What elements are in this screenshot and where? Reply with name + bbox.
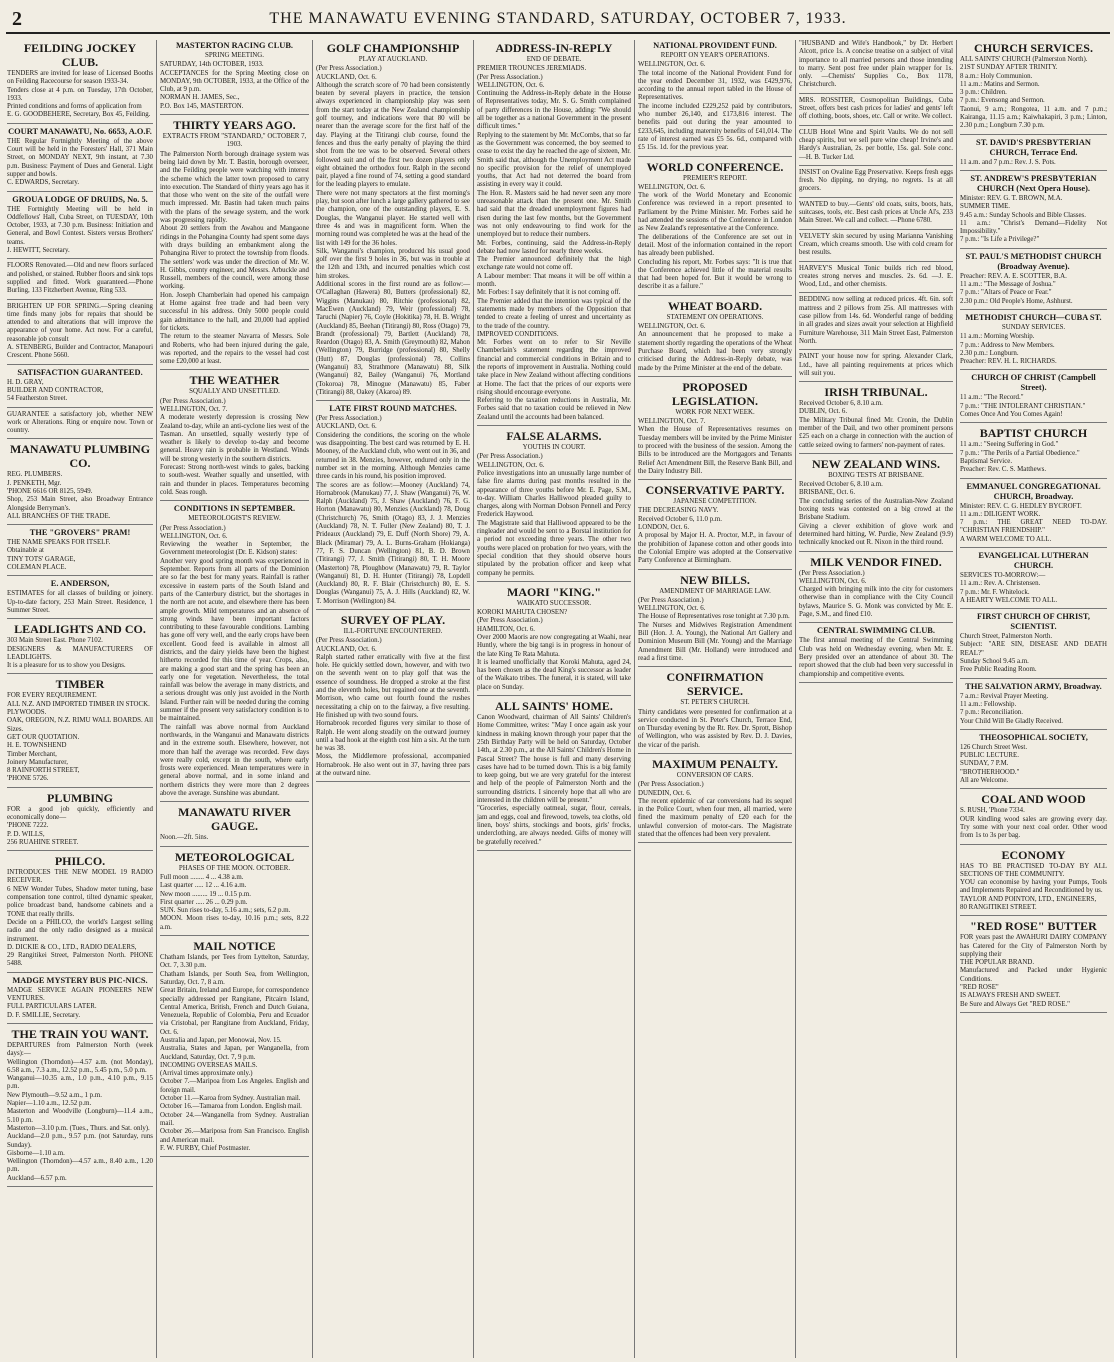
article-block (638, 160, 792, 296)
article-subheading: SUNDAY SERVICES. (1001, 323, 1066, 331)
article-block (7, 41, 153, 124)
article-body: MADGE SERVICE AGAIN PIONEERS NEW VENTURES. FULL PARTICULARS LATER. D. F. SMILLIE, Secretary. (7, 986, 153, 1019)
article-subheading: REPORT ON YEAR'S OPERATIONS. (660, 52, 770, 59)
article-body: (Per Press Association.) WELLINGTON, Oct. 6. The House of Representatives rose tonight at 7.30 p.m. The Nurses and Midwives Registration Amendment Bill (Hon. J. A. Young), the National Art Gallery and Dominion Museum Bill (Mr. Young) and the Marriage Amendment Bill (Mr. Holland) were introduced and read a first time. (638, 596, 792, 662)
article-subheading: AMENDMENT OF MARRIAGE LAW. (659, 587, 771, 595)
article-block (799, 626, 953, 682)
article-headline: LATE FIRST ROUND MATCHES. (329, 404, 457, 414)
column-church-services (956, 40, 1110, 1358)
article-body: "HUSBAND and Wife's Handbook," by Dr. Herbert Alcott, price 1s. A concise treatise on a subject of vital importance to all married persons and those intending to marry. Sent post free under plain wrapper for 1s. only. —Chemists' Supplies Co., Box 1178, Christchurch. (799, 40, 953, 89)
article-body: 11 a.m. and 7 p.m.: Rev. J. S. Pots. (960, 158, 1056, 166)
article-block (799, 265, 953, 294)
article-headline: MASTERTON RACING CLUB. (175, 41, 294, 50)
article-block (960, 733, 1107, 789)
article-block (477, 585, 631, 696)
article-block (160, 41, 309, 115)
article-headline: FIRST CHURCH OF CHRIST, SCIENTIST. (977, 612, 1090, 632)
article-body: 126 Church Street West. PUBLIC LECTURE. SUNDAY, 7 P.M. "BROTHERHOOD." All are Welcome. (960, 743, 1028, 785)
article-headline: CONFIRMATION SERVICE. (666, 670, 764, 699)
article-body: S. RUSH, 'Phone 7334. OUR kindling wood sales are growing every day. Try some with your next coal order. Other wood from 1s to 3s per bag. (960, 807, 1107, 840)
article-headline: ALL SAINTS' HOME. (495, 699, 613, 714)
article-body: WELLINGTON, Oct. 6. The work of the World Monetary and Economic Conference was reviewed in a report presented to Parliament by the Prime Minister. Mr. Forbes said he had attended the sessions of the Conference in London as New Zealand's representative at the Conference. The deliberations of the Conference are set out in detail. Most of the information contained in the report has already been published. Concluding his report, Mr. Forbes says: "It is true that the Conference achieved little of the material results that had been hoped for. But it would be wrong to describe it as a failure." (638, 183, 792, 291)
article-body: (Per Press Association.) WELLINGTON, Oct. 6. Police investigations into an unusually large number of false fire alarms during past months resulted in the appearance of three youths before Mr. E. Page, S.M., to-day. William Charles Halliwood pleaded guilty to charges, along with Norman Dobson Pennell and Percy Frederick Haywood. The Magistrate said that Halliwood appeared to be the ringleader and would be sent to a Borstal institution for a period not exceeding three years. The other two youths were placed on probation for two years, with the special condition that they should observe hours stipulated by the probation officer and keep what company he permits. (477, 453, 631, 577)
article-body: ALL SAINTS' CHURCH (Palmerston North). 21ST SUNDAY AFTER TRINITY. 8 a.m.: Holy Communion. 11 a.m.: Matins and Sermon. 3 p.m.: Children. 7 p.m.: Evensong and Sermon. Taonui, 9 a.m.; Rongotea, 11 a.m. and 7 p.m.; Kairanga, 11.15 a.m.; Kaiwhakapiri, 3 p.m.; Linton, 2.30 p.m.; Longburn 7.30 p.m. (960, 56, 1107, 130)
article-headline: SATISFACTION GUARANTEED. (17, 367, 143, 377)
article-headline: ECONOMY (1001, 847, 1066, 862)
article-block (7, 579, 153, 619)
article-block (960, 138, 1107, 171)
article-subheading: ST. PETER'S CHURCH. (680, 699, 750, 707)
article-body: WELLINGTON, Oct. 6. An announcement that he proposed to make a statement shortly regarding the operations of the Wheat Purchase Board, which had been very strongly criticised during the Address-in-Reply debate, was made by the Prime Minister at the end of the debate. (638, 323, 792, 372)
article-body: 11 a.m.: Morning Worship. 7 p.m.: Address to New Members. 2.30 p.m.: Longburn. Preacher: REV. H. L. RICHARDS. (960, 333, 1057, 366)
article-headline: NEW ZEALAND WINS. (812, 456, 940, 471)
article-body: Canon Woodward, chairman of All Saints' Children's Home Committee, writes: "May I once again ask your kindness in making known through your paper that the 25th Birthday Party will be held on Saturday, October 14th, at 2.30 p.m., at the All Saints' Children's Home in Pascal Street? The house is full and many deserving cases have had to be turned down. This is a big family to keep going, but we are very grateful for the interest and help of the people of Palmerston North and the surrounding districts. I sincerely hope that all who are interested in the children will be present." "Groceries, especially oatmeal, sugar, flour, cereals, jam and eggs, coal and firewood, towels, tea cloths, old linen, boys' shirts, stockings and boots, girls' frocks, underclothing, are always needed. Gifts of money will be gratefully received." (477, 714, 631, 846)
article-body: KOROKI MAHUTA CHOSEN? (Per Press Association.) HAMILTON, Oct. 6. Over 2000 Maoris are now congregating at Waahi, near Huntly, where the big tangi is in progress in honour of the late King Te Rata Mahuta. It is learned unofficially that Koroki Mahuta, aged 24, has been chosen as the dead King's successor as leader of the Waikato tribes. The funeral, it is stated, will take place on Sunday. (477, 609, 631, 691)
article-body: PREMIER TROUNCES JEREMIADS. (Per Press Association.) WELLINGTON, Oct. 6. Continuing the Address-in-Reply debate in the House of Representatives today, Mr. S. G. Smith complained of party differences in the House, adding: "We should all be together as a national Government in the present difficult times." Replying to the statement by Mr. McCombs, that so far as the Government was concerned, the boy seemed to cease to exist the day he reached the age of sixteen, Mr. Smith said that, although the Unemployment Act made no specific provision for the relief of unemployed youths, that Act had not deterred the board from assisting in every way it could. The Hon. R. Masters said he had never seen any more unreasonable attack than the present one. Mr. Smith had said that the dreaded unemployment figures had risen during the last few months, but the Government was not only endeavouring to find work for the unemployed but to reduce their numbers. Mr. Forbes, continuing, said the Address-in-Reply debate had now lasted for nearly three weeks. The Premier announced definitely that the high exchange rate would not come off. A Labour member: That means it will be off within a month. Mr. Forbes: I say definitely that it is not coming off. The Premier added that the intention was typical of the statements made by members of the Opposition that tended to create a feeling of unrest and uncertainty as to the trade of the country. IMPROVED CONDITIONS. Mr. Forbes went on to refer to Sir Neville Chamberlain's statement regarding the improved financial and commercial conditions in Britain and to the reports of improvement in Australia. Nothing could take place in New Zealand without affecting conditions at Home. The fact that the prices of our exports were rising should encourage everyone. Referring to the taxation reductions in Australia, Mr. Forbes said that no taxation could be relieved in New Zealand until the accounts had been balanced. (477, 65, 631, 421)
article-block (7, 368, 153, 408)
article-body: THE Fortnightly Meeting will be held in Oddfellows' Hall, Cuba Street, on TUESDAY, 10th October, 1933, at 7.30 p.m. Business: Initiation and General, and Bowl Contest. Sisters versus Brothers' teams. J. HEWITT, Secretary. (7, 205, 153, 255)
article-body: INSIST on Ovaline Egg Preservative. Keeps fresh eggs fresh. No dipping, no drying, no regrets. 1s at all grocers. (799, 168, 953, 193)
article-block (7, 791, 153, 851)
article-subheading: PREMIER'S REPORT. (683, 174, 747, 182)
article-subheading: YOUTHS IN COURT. (522, 444, 586, 452)
article-subheading: STATEMENT ON OPERATIONS. (666, 313, 764, 321)
article-headline: MANAWATU PLUMBING CO. (9, 442, 151, 471)
article-block (960, 792, 1107, 844)
article-block (960, 848, 1107, 917)
article-headline: THIRTY YEARS AGO. (173, 118, 296, 133)
article-headline: GROUA LODGE OF DRUIDS, No. 5. (12, 194, 148, 204)
article-headline: ST. PAUL'S METHODIST CHURCH (Broadway Avenue). (965, 251, 1102, 271)
article-block (160, 939, 309, 1157)
article-headline: CHURCH OF CHRIST (Campbell Street). (971, 373, 1096, 393)
article-headline: NEW BILLS. (680, 572, 750, 587)
article-headline: TIMBER (55, 677, 105, 692)
article-body: (Per Press Association.) WELLINGTON, Oct. 7. A moderate westerly depression is crossing New Zealand to-day, while an anti-cyclone lies west of the Tasman. An unsettled, squally westerly type of weather is likely to develop to-day and become general. Heavy rain is probable in Westland. Winds will be strong westerly in the southern districts. Forecast: Strong north-west winds to gales, backing to south-west. Weather squally and unsettled, with rain and thunder in places. Temperatures becoming cold. Seas rough. (160, 397, 309, 496)
article-block (160, 118, 309, 370)
article-body: FOR years past the AWAHURI DAIRY COMPANY has Catered for the City of Palmerston North by supplying their THE POPULAR BRAND. Manufactured and Packed under Hygienic Conditions. "RED ROSE" IS ALWAYS FRESH AND SWEET. Be Sure and Always Get "RED ROSE." (960, 934, 1107, 1008)
article-body: Chatham Islands, per Tees from Lyttelton, Saturday, Oct. 7, 3.30 p.m. Chatham Islands, per South Sea, from Wellington, Saturday, Oct. 7, 8 a.m. Great Britain, Ireland and Europe, for correspondence specially addressed per Rangitane, Pitcairn Island, Central America, British, French and Dutch Guiana, Venezuela, Republic of Colombia, Peru and Ecuador via Cristobal, per Rangitane from Auckland, Friday, Oct. 6. Australia and Japan, per Monowai, Nov. 15. Australia, States and Japan, per Wanganella, from Auckland, Saturday, Oct. 7, 9 p.m. INCOMING OVERSEAS MAILS. (Arrival times approximate only.) October 7.—Maripoa from Los Angeles. English and foreign mail. October 11.—Karoa from Sydney. Australian mail. October 16.—Tamaroa from London. English mail. October 24.—Wanganella from Sydney. Australian mail. October 26.—Mariposa from San Francisco. English and American mail. F. W. FURBY, Chief Postmaster. (160, 954, 309, 1152)
article-block (960, 174, 1107, 249)
column-news (634, 40, 795, 1358)
article-body: Thirty candidates were presented for confirmation at a service conducted in St. Peter's Church, Terrace End, on Thursday evening by the Rt. Rev. Dr. Sprott, Bishop of Wellington, who was assisted by Rev. D. J. Davies, the vicar of the parish. (638, 708, 792, 749)
article-headline: GOLF CHAMPIONSHIP (326, 41, 460, 55)
article-headline: WHEAT BOARD. (667, 298, 763, 313)
article-block (7, 677, 153, 787)
article-headline: MAIL NOTICE (193, 939, 276, 954)
article-block (799, 233, 953, 262)
article-block (316, 41, 470, 401)
article-subheading: JAPANESE COMPETITION. (673, 498, 757, 506)
article-headline: METHODIST CHURCH—CUBA ST. (965, 312, 1102, 322)
article-body: (Per Press Association.) AUCKLAND, Oct. 6. Considering the conditions, the scoring on the whole was disappointing. The best card was returned by E. H. Mooney, of the Auckland club, who went out in 36, and returned in 38. Menzies, however, endured only in the number set in the morning. Although Menzies came three cards in his round, his position improved. The scores are as follow:—Mooney (Auckland) 74, Hornabrook (Manukau) 77, J. Shaw (Wanganui) 76, W. Ralph (Auckland) 75, J. Shaw (Auckland) 76, F. G. Horton (Manawatu) 80, Menzies (Auckland) 78, Doug (Christchurch) 76, Smith (Otago) 83, J. J. Menzies (Auckland) 78, N. T. Fuller (New Zealand) 80, T. J. Prideaux (Auckland) 79, E. Duff (North Shore) 79, A. Black (Miramar) 79, A. L. Burns-Graham (Hokianga) 77, F. S. Duncan (Wellington) 81, B. D. Brown (Titirangi) 77, J. Smith (Titirangi) 80, T. H. Moore (Masterton) 78, Ploughbow (Manawatu) 79, R. Taylor (Wanganui) 81, D. H. Hunter (Titirangi) 78, Lopdell (Auckland) 80, R. F. Blair (Christchurch) 80, E. S. Douglas (Wanganui) 75, A. J. Hills (Auckland) 82, W. T. Morrison (Wellington) 84. (316, 415, 470, 605)
article-subheading: EXTRACTS FROM "STANDARD," OCTOBER 7, 1903. (162, 133, 307, 149)
article-block (7, 195, 153, 260)
article-block (638, 483, 792, 569)
article-block (7, 622, 153, 674)
article-headline: MANAWATU RIVER GAUGE. (178, 805, 291, 834)
article-headline: COURT MANAWATU, No. 6653, A.O.F. (8, 126, 152, 136)
article-subheading: WORK FOR NEXT WEEK. (675, 408, 755, 416)
article-block (960, 373, 1107, 423)
article-headline: WORLD CONFERENCE. (646, 159, 784, 174)
column-small-ads (795, 40, 956, 1358)
article-headline: MILK VENDOR FINED. (810, 554, 942, 569)
article-body: THE NAME SPEAKS FOR ITSELF. Obtainable at TINY TOTS' GARAGE, COLEMAN PLACE. (7, 539, 111, 572)
article-body: (Per Press Association.) WELLINGTON, Oct. 6. Reviewing the weather in September, the Government meteorologist (Dr. E. Kidson) states: Another very good spring month was experienced in September. Reports from all parts of the Dominion are so far the best for many years. Rainfall is rather excessive in eastern parts of the South Island and parts of the Canterbury district, but the shortages in the north are not acute, and elsewhere there has been ample growth. Mild temperatures and an absence of strong winds have been important factors contributing to these favourable conditions. Lambing has gone off very well, and the early crops have been excellent. Good feed is available in almost all districts, and the dairy yields have been the highest hitherto recorded for this time of year. Crops, also, are making a good start and the spring has been an early one for vegetation. Nevertheless, the total rainfall was below the average in many districts, and a serious drought was only just avoided in the North Island. Further rain will be needed during the coming summer if the present very satisfactory condition is to be maintained. The rainfall was above normal from Auckland northwards, in the Wanganui and Manawatu districts and in the extreme south. Elsewhere, however, not more than half the average was recorded. Few days were really cold, except in the south, where early frosts were experienced. Mean temperatures were in general above normal, and in some inland and northern districts they were more than 2 degrees above the average. Sunshine was abundant. (160, 524, 309, 798)
article-subheading: PLAY AT AUCKLAND. (358, 56, 428, 63)
article-body: 11 a.m.: "The Record." 7 p.m.: "THE INTOLERANT CHRISTIAN." Comes Once And You Comes Again! (960, 394, 1086, 419)
article-body: Received October 6, 8.10 a.m. BRISBANE, Oct. 6. The concluding series of the Australian-New Zealand boxing tests was contested on a big crowd at the Brisbane Stadium. Giving a clever exhibition of glove work and determined hard hitting, W. Purdie, New Zealand (9.9) technically knocked out R. Nixon in the third round. (799, 481, 953, 547)
article-body: HARVEY'S Musical Tonic builds rich red blood, creates strong nerves and muscles. 2s. 6d. —J. E. Wood, Ltd., and other chemists. (799, 264, 953, 289)
article-block (160, 504, 309, 802)
article-headline: ST. ANDREW'S PRESBYTERIAN CHURCH (Next Opera House). (970, 173, 1097, 193)
column-classifieds-1 (4, 40, 156, 1358)
article-body: FOR EVERY REQUIREMENT. ALL N.Z. AND IMPORTED TIMBER IN STOCK. PLYWOODS. OAK, OREGON, N.Z. RIMU WALL BOARDS. All Sizes. GET OUR QUOTATION. H. E. TOWNSHEND Timber Merchant, Joinery Manufacturer, 8 RAINFORTH STREET, 'PHONE 5726. (7, 692, 153, 783)
article-body: (Per Press Association.) DUNEDIN, Oct. 6. The recent epidemic of car conversions had its sequel in the Police Court, when four men, all married, were fined the maximum penalty of £20 each for the unlawful conversion of motor-cars. The Magistrate stated that the offences had been very prevalent. (638, 781, 792, 839)
article-headline: PROPOSED LEGISLATION. (671, 379, 759, 408)
article-block (316, 404, 470, 610)
article-headline: "RED ROSE" BUTTER (970, 919, 1097, 934)
article-headline: FEILDING JOCKEY CLUB. (23, 41, 137, 69)
article-block (477, 699, 631, 851)
article-headline: ST. DAVID'S PRESBYTERIAN CHURCH, Terrace End. (976, 137, 1091, 157)
article-headline: CHURCH SERVICES. (974, 41, 1093, 55)
article-block (7, 976, 153, 1024)
article-subheading: ILL-FORTUNE ENCOUNTERED. (343, 628, 443, 635)
newspaper-title: THE MANAWATU EVENING STANDARD, SATURDAY, OCTOBER 7, 1933. (269, 10, 847, 27)
article-headline: FALSE ALARMS. (506, 429, 602, 444)
article-body: WANTED to buy.—Gents' old coats, suits, boots, hats, suitcases, tools, etc. Best cash prices at Uncle Al's, 233 Main Street. We call and collect. —Phone 6780. (799, 200, 953, 225)
article-headline: MAORI "KING." (507, 584, 601, 599)
article-block (638, 41, 792, 157)
article-body: ESTIMATES for all classes of building or joinery. Up-to-date factory, 253 Main Street. Residence, 1 Summer Street. (7, 590, 153, 614)
article-body: CLUB Hotel Wine and Spirit Vaults. We do not sell cheap spirits, but we sell pure wine cheap! Irvine's and Hardy's Australian, 2s. per bottle, 15s. gal. Sole conc. —H. B. Tucker Ltd. (799, 128, 953, 161)
article-block (7, 1027, 153, 1187)
article-body: THE Regular Fortnightly Meeting of the above Court will be held in the Foresters' Hall, 371 Main Street, on MONDAY NEXT, 9th instant, at 7.30 p.m. Business: Payment of Dues and General. Light supper and bowls. C. EDWARDS, Secretary. (7, 137, 153, 187)
article-body: 7 a.m.: Revival Prayer Meeting. 11 a.m.: Fellowship. 7 p.m.: Reconciliation. Your Child Will Be Gladly Received. (960, 692, 1064, 725)
article-body: Noon.—2ft. 5ins. (160, 834, 209, 842)
article-body: HAS TO BE PRACTISED TO-DAY BY ALL SECTIONS OF THE COMMUNITY. YOU can economise by having your Pumps, Tools and Implements Repaired and Reconditioned by us. TAYLOR AND POINTON, LTD., ENGINEERS, 80 RANGITIKEI STREET. (960, 862, 1107, 911)
article-body: WELLINGTON, Oct. 6. The total income of the National Provident Fund for the year ended December 31, 1932, was £429,976, according to the annual report tabled in the House of Representatives. The income included £229,252 paid by contributors, who number 26,140, and £173,816 interest. The benefits paid out during the year amounted to £233,645, including maternity benefits of £41,014. The rate of interest earned was £5 5s. 6d., compared with £5 15s. 1d. for the previous year. (638, 61, 792, 152)
article-subheading: CONVERSION OF CARS. (676, 772, 754, 779)
article-body: REG. PLUMBERS. J. PENKETH, Mgr. 'PHONE 6616 OR 8125, 5949. Shop, 253 Main Street, also Broadway Entrance Alongside Berryman's. ALL BRANCHES OF THE TRADE. (7, 471, 153, 520)
article-headline: THE SALVATION ARMY, Broadway. (965, 681, 1102, 691)
article-body: Received October 6, 8.10 a.m. DUBLIN, Oct. 6. The Military Tribunal fined Mr. Cronin, the Dublin member of the Dail, and two other prominent persons £25 each on a charge in connection with the auction of cattle seized owing to farmers' non-payment of rates. (799, 400, 953, 449)
article-body: TENDERS are invited for lease of Licensed Booths on Feilding Racecourse for season 1933-34. Tenders close at 4 p.m. on Tuesday, 17th October, 1933. Printed conditions and forms of application from E. G. GOODBEHERE, Secretary, Box 45, Feilding. (7, 70, 153, 119)
article-block (960, 919, 1107, 1013)
article-block (960, 426, 1107, 478)
article-headline: CONDITIONS IN SEPTEMBER. (173, 504, 296, 514)
article-headline: CONSERVATIVE PARTY. (645, 483, 785, 498)
article-block (316, 613, 470, 782)
article-headline: THE TRAIN YOU WANT. (11, 1026, 149, 1041)
column-golf (312, 40, 473, 1358)
article-headline: MADGE MYSTERY BUS PIC-NICS. (12, 975, 148, 985)
article-block (7, 262, 153, 299)
article-block (7, 442, 153, 525)
article-body: PAINT your house now for spring. Alexander Clark, Ltd., have all painting requirements at prices which will suit you. (799, 353, 953, 377)
article-block (799, 129, 953, 166)
article-headline: CENTRAL SWIMMING CLUB. (817, 626, 935, 636)
article-block (799, 457, 953, 552)
article-subheading: SPRING MEETING. (205, 52, 264, 59)
article-block (960, 551, 1107, 609)
article-body: 303 Main Street East. Phone 7102. DESIGNERS & MANUFACTURERS OF LEADLIGHTS. It is a pleasure for us to show you Designs. (7, 637, 153, 670)
article-headline: ADDRESS-IN-REPLY (495, 41, 613, 55)
article-block (638, 670, 792, 754)
article-subheading: WAIKATO SUCCESSOR. (516, 599, 592, 607)
article-body: FOR a good job quickly, efficiently and economically done— 'PHONE 7222. P. D. WILLS, 256 RUAHINE STREET. (7, 805, 153, 846)
article-block (7, 127, 153, 192)
article-block (799, 555, 953, 624)
article-headline: COAL AND WOOD (981, 792, 1086, 807)
article-body: SERVICES TO-MORROW:— 11 a.m.: Rev. A. Christensen. 7 p.m.: Mr. F. Whitelock. A HEARTY WELCOME TO ALL. (960, 571, 1058, 604)
article-block (7, 854, 153, 973)
article-body: DEPARTURES from Palmerston North (week days):— Wellington (Thorndon)—4.57 a.m. (not Monday), 6.58 a.m., 7.3 a.m., 12.52 p.m., 5.45 p.m., 5.0 p.m. Wanganui—10.35 a.m., 1.0 p.m., 4.10 p.m., 9.15 p.m. New Plymouth—9.52 a.m., 1 p.m. Napier—1.10 a.m., 12.52 p.m. Masterton and Woodville (Longburn)—11.4 a.m., 5.10 p.m. Masterton—3.10 p.m. (Tues., Thurs. and Sat. only). Auckland—2.0 p.m., 9.57 p.m. (not Saturday, runs Sunday). Gisborne—1.10 a.m. Wellington (Thorndon)—4.57 a.m., 8.40 a.m., 1.20 p.m. Auckland—6.57 p.m. (7, 1041, 153, 1182)
article-body: Minister: REV. G. T. BROWN, M.A. SUMMER TIME. 9.45 a.m.: Sunday Schools and Bible Classes. 11 a.m.: "Christ's Demand—Fidelity Not Impossibility." 7 p.m.: "Is Life a Privilege?" (960, 194, 1107, 244)
article-subheading: BOXING TESTS AT BRISBANE. (828, 471, 924, 479)
article-body: VELVETY skin secured by using Marianna Vanishing Cream, which creams smooth. Use with cold cream for best results. (799, 232, 953, 257)
article-body: Full moon ........ 4 ... 4.38 a.m. Last quarter ..... 12 ... 4.16 a.m. New moon ......... 19 ... 0.15 p.m. First quarter ..... 26 ... 0.29 p.m. SUN. Sun rises to-day, 5.16 a.m.; sets, 6.2 p.m. MOON. Moon rises to-day, 10.16 p.m.; sets, 8.22 a.m. (160, 873, 309, 931)
article-block (799, 385, 953, 454)
article-body: BEDDING now selling at reduced prices. 4ft. 6in. soft mattress and 2 pillows from 25s. All mattresses with case pillow from 14s. 6d. Wonderful range of bedding in all grades and sizes await your selection at Highfield Furniture Warehouse, 311 Main Street East, Palmerston North. (799, 296, 953, 345)
article-block (799, 169, 953, 198)
article-headline: THE WEATHER (189, 373, 280, 388)
article-subheading: END OF DEBATE. (526, 56, 582, 63)
article-headline: SURVEY OF PLAY. (340, 613, 446, 627)
article-block (799, 296, 953, 350)
article-body: THE DECREASING NAVY. Received October 6, 11.0 p.m. LONDON, Oct. 6. A proposal by Major H. A. Proctor, M.P., in favour of the prohibition of Japanese cotton and other goods into the Colonial Empire was adopted at the Conservative Party Conference at Birmingham. (638, 507, 792, 565)
article-body: (Per Press Association.) AUCKLAND, Oct. 6. Although the scratch score of 70 had been consistently beaten by several players in practice, the tension always experienced in championship play was seen from the start today at the New Zealand championship golf tourney, and indications were that 80 will be nearer than the average score for the first half of the day. Playing at the Titirangi club course, found the fences and thus the early penalty of playing the third shot from the tee was to be observed. Several others followed suit and of the first two dozen players only eight obtained the orthodox four. Ralph in the second pair, played a fine round of 74, setting a good standard for the leading players to emulate. There were not many spectators at the first morning's play, but soon after lunch a large gallery gathered to see the champion, one of the outstanding players, E. S. Douglas, the Wanganui player. He started well with three 4s and was in magnificent form. When the morning round was completed he was at the head of the list with 149 for the 36 holes. Silk, Wanganui's champion, produced his usual good golf over the first 9 holes in 36, but was in trouble at the 12th and 13th, and incurred penalties which cost him strokes. Additional scores in the first round are as follow:—O'Callaghan (Hawera) 80, Butters (professional) 82, Wiggins (Manukau) 80, Ritchie (professional) 82, MacEwen (Auckland) 79, Weir (professional) 78, Taruchi (Napier) 76, Coyle (Hokitika) 78, H. B. Wright (Auckland) 85, Beehan (Titirangi) 80, Ross (Otago) 79, Brandt (professional) 79, Bartlett (Auckland) 78, Reardon (Otago) 83, A. Smith (Greymouth) 82, Mahon (Wellington) 79, Burridge (professional) 80, Shelly (Hutt) 87, Douglas (professional) 78, Collins (Wanganui) 83, Strathmore (Manawatu) 88, Silk (Wanganui) 82, Bailey (Wanganui) 76, Mortland (Tokoroa) 78, Minogue (Manawatu) 85, Faber (Titirangi) 88, Oakey (Akaroa) 89. (316, 65, 470, 396)
article-block (799, 40, 953, 94)
article-block (960, 313, 1107, 370)
article-block (7, 411, 153, 440)
article-block (960, 482, 1107, 548)
article-block (638, 299, 792, 377)
article-body: WELLINGTON, Oct. 7. When the House of Representatives resumes on Tuesday members will be invited by the Prime Minister to proceed with the business of the session. Among the Bills to be introduced are the Mortgagors and Tenants Relief Act Amendment Bill, the Reserve Bank Bill, and the Dairy Industry Bill. (638, 418, 792, 475)
article-block (477, 429, 631, 582)
article-block (799, 353, 953, 382)
article-block (960, 252, 1107, 310)
article-block (638, 380, 792, 480)
article-headline: EVANGELICAL LUTHERAN CHURCH. (978, 550, 1089, 570)
article-body: BRIGHTEN UP FOR SPRING.—Spring cleaning time finds many jobs for repairs that should be attended to and alterations that will improve the appearance of your home. Act now. For a careful, reasonable job consult A. STENBERG, Builder and Contractor, Manapouri Crescent. Phone 5660. (7, 302, 153, 360)
article-body: Minister: REV. C. G. HEDLEY BYCROFT. 11 a.m.: DILIGENT WORK. 7 p.m.: THE GREAT NEED TO-DAY. "CHRISTIAN FRIENDSHIP." A WARM WELCOME TO ALL. (960, 502, 1107, 543)
article-body: INTRODUCES THE NEW MODEL 19 RADIO RECEIVER. 6 NEW Wonder Tubes, Shadow meter tuning, base compensation tone control, tilted dynamic speaker, police broadcast band, handsome cabinets and a TONE that really thrills. Decide on a PHILCO, the world's Largest selling radio and the only radio designed as a musical instrument. D. DICKIE & CO., LTD., RADIO DEALERS, 29 Rangitikei Street, Palmerston North. PHONE 5488. (7, 869, 153, 968)
article-headline: EMMANUEL CONGREGATIONAL CHURCH, Broadway. (966, 481, 1101, 501)
article-body: 11 a.m.: "Seeing Suffering in God." 7 p.m.: "The Perils of a Partial Obedience." Baptismal Service. Preacher: Rev. C. S. Matthews. (960, 441, 1080, 474)
article-body: GUARANTEE a satisfactory job, whether NEW work or Alterations. Ring or enquire now. Town or country. (7, 410, 153, 435)
article-subheading: SQUALLY AND UNSETTLED. (189, 388, 280, 396)
masthead (6, 8, 1110, 34)
article-body: SATURDAY, 14th OCTOBER, 1933. ACCEPTANCES for the Spring Meeting close on MONDAY, 9th OCTOBER, 1933, at the Office of the Club, at 9 p.m. NORMAN H. JAMES, Sec., P.O. Box 145, MASTERTON. (160, 61, 309, 110)
column-racing-weather (156, 40, 312, 1358)
article-block (7, 528, 153, 576)
article-headline: THE "GROVERS" PRAM! (29, 528, 131, 538)
article-headline: E. ANDERSON, (50, 579, 110, 589)
article-headline: LEADLIGHTS AND CO. (14, 622, 146, 637)
article-body: (Per Press Association.) WELLINGTON, Oct. 6. Charged with bringing milk into the city for customers otherwise than in compliance with the City Council bylaws, Maurice S. G. Monk was convicted by Mr. E. Page, S.M., and fined £10. (799, 569, 953, 619)
article-block (638, 573, 792, 668)
article-body: FLOORS Renovated.—Old and new floors surfaced and polished, or stained. Rubber floors and sink tops supplied and fitted. Work guaranteed.—Phone Burling, 133 Fitzherbert Avenue, Ring 533. (7, 262, 153, 295)
article-body: Church Street, Palmerston North. Subject: "ARE SIN, DISEASE AND DEATH REAL?" Sunday School 9.45 a.m. Free Public Reading Room. (960, 633, 1107, 674)
article-block (160, 850, 309, 936)
article-block (960, 612, 1107, 678)
article-headline: THEOSOPHICAL SOCIETY, (979, 732, 1088, 742)
article-block (7, 303, 153, 365)
article-body: The Palmerston North borough drainage system was being laid down by Mr. T. Bastin, borough overseer, and the Feilding people were watching with interest the scheme which the latter town proposed to carry into execution. The Standard of thirty years ago has it that those who went on the site of the outfall were much impressed. Mr. Bastin had taken much pains with the plans of the sewage system, and the work was progressing rapidly. About 20 settlers from the Awahou and Mangaone ridings in the Pohangina County had spent some days with drays building an embankment along the Pohangina River to protect the township from floods. The settlers' work was under the direction of Mr. W. H. Gibbs, county engineer, and Messrs. Arbuckle and Russell, members of the council, were among those working. Hon. Joseph Chamberlain had opened his campaign at Home against free trade and had been very successful in his address. Only 5000 people could gain admittance to the hall, and 20,000 had applied for tickets. The return to the steamer Navarra of Messrs. Sole and Roberts, who had been injured during the gale, was reported, and the repairs to the vessel had cost some £20,000 at least. (160, 150, 309, 366)
article-subheading: PHASES OF THE MOON. OCTOBER. (178, 864, 291, 872)
page-number: 2 (12, 8, 22, 30)
article-block (477, 41, 631, 426)
article-body: Preacher: REV. A. E. SCOTTER, B.A. 11 a.m.: "The Message of Joshua." 7 p.m.: "Altars of Peace or Fear." 2.30 p.m.: Old People's Home, Ashhurst. (960, 272, 1073, 305)
article-subheading: METEOROLOGIST'S REVIEW. (188, 515, 281, 523)
article-headline: NATIONAL PROVIDENT FUND. (653, 41, 777, 50)
article-block (960, 41, 1107, 135)
article-headline: PHILCO. (54, 854, 106, 869)
article-block (638, 757, 792, 843)
article-block (799, 97, 953, 126)
article-headline: IRISH TRIBUNAL. (824, 385, 928, 400)
article-body: H. D. GRAY, BUILDER AND CONTRACTOR, 54 Featherston Street. (7, 378, 104, 403)
article-headline: MAXIMUM PENALTY. (652, 757, 778, 771)
article-body: MRS. ROSSITER, Cosmopolitan Buildings, Cuba Street, offers best cash prices for ladies' and gents' left off clothing, boots, shoes, etc. Call or write. We collect. (799, 96, 953, 121)
article-headline: BAPTIST CHURCH (979, 426, 1088, 441)
article-body: The first annual meeting of the Central Swimming Club was held on Wednesday evening, when Mr. E. Bery presided over an attendance of about 30. The report showed that the club had been very successful in championship and competitive events. (799, 637, 953, 678)
article-block (160, 805, 309, 846)
article-headline: METEOROLOGICAL (174, 849, 295, 864)
article-block (799, 201, 953, 230)
article-block (960, 682, 1107, 730)
article-block (160, 373, 309, 501)
article-body: (Per Press Association.) AUCKLAND, Oct. 6. Ralph started rather erratically with five at the first hole. He quickly settled down, however, and with two on the seventh went on to play golf that was the essence of soundness. He dropped a stroke at the first and the eleventh holes, but regained one at the seventh. Morrison, who came out fourth found the rushes necessitating a chip on to the fairway, a five resulting. He finished up with two sound fours. Hornabrook recorded figures very similar to those of Ralph. He went along steadily on the outward journey until a bad hook at the eighth cost him a six. At the turn he was 38. Moss, the Middlemore professional, accompanied Hornabrook. He also went out in 37, having three pars at the outward nine. (316, 637, 470, 778)
column-parliament (473, 40, 634, 1358)
article-headline: PLUMBING (47, 790, 113, 805)
